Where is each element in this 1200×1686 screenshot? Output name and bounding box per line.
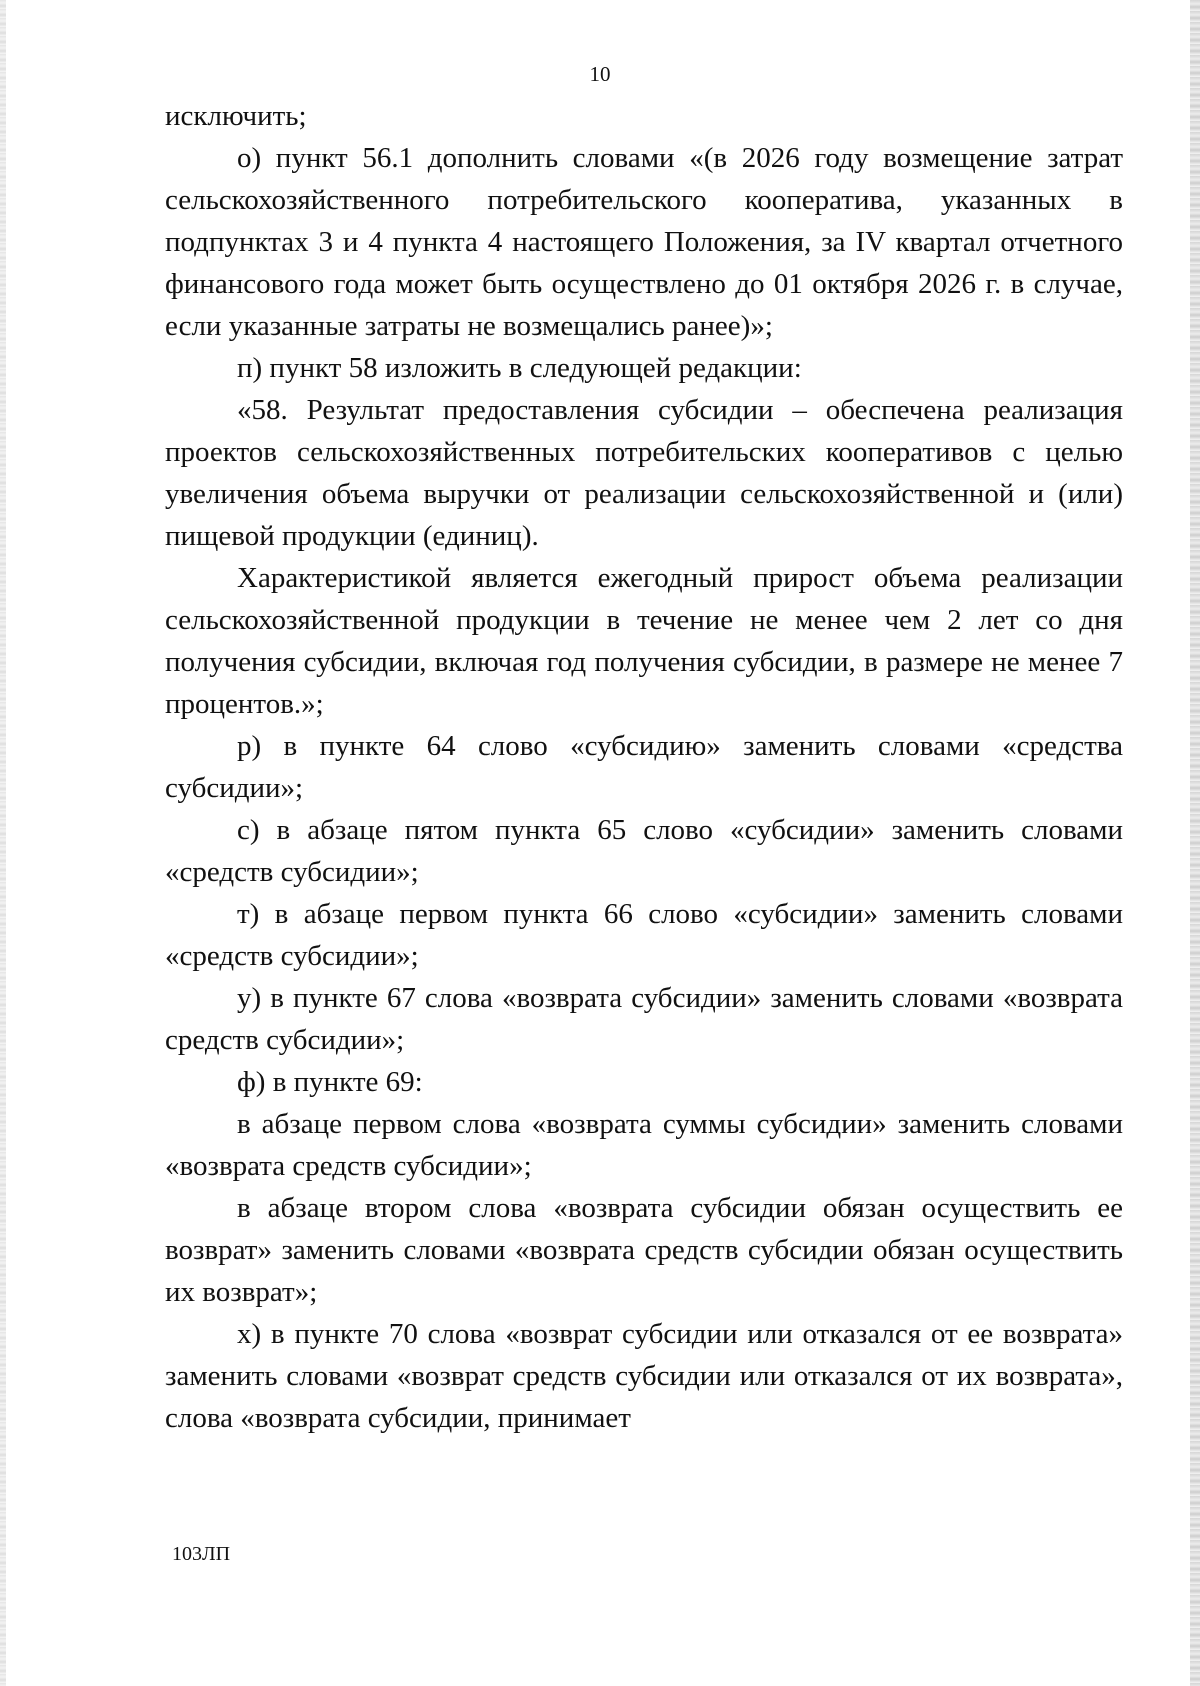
paragraph-item-p: п) пункт 58 изложить в следующей редакции: — [237, 352, 802, 384]
paragraph-item-t: т) в абзаце первом пункта 66 слово «субсидии» заменить словами «средств субсидии»; — [165, 898, 1123, 972]
paragraph-excluded: исключить; — [165, 100, 307, 132]
document-body — [165, 95, 1123, 1439]
scan-edge-right — [1190, 0, 1200, 1686]
paragraph-quote-58: «58. Результат предоставления субсидии – обеспечена реализация проектов сельскохозяйственных потребительских кооперативов с целью увеличения объема выручки от реализации сельскохозяйственной и (или) пищевой продукции (единиц). — [165, 394, 1123, 552]
paragraph-item-kh: х) в пункте 70 слова «возврат субсидии или отказался от ее возврата» заменить словами «возврат средств субсидии или отказался от их возврата», слова «возврата субсидии, принимает — [165, 1318, 1123, 1434]
paragraph-item-f-second: в абзаце втором слова «возврата субсидии обязан осуществить ее возврат» заменить словами «возврата средств субсидии обязан осуществить их возврат»; — [165, 1192, 1123, 1308]
paragraph-item-u: у) в пункте 67 слова «возврата субсидии» заменить словами «возврата средств субсидии»; — [165, 982, 1123, 1056]
footer-document-code: 103ЛП — [172, 1543, 231, 1565]
paragraph-item-f-first: в абзаце первом слова «возврата суммы субсидии» заменить словами «возврата средств субсидии»; — [165, 1108, 1123, 1182]
page-number: 10 — [589, 62, 611, 86]
paragraph-characteristic: Характеристикой является ежегодный прирост объема реализации сельскохозяйственной продукции в течение не менее чем 2 лет со дня получения субсидии, включая год получения субсидии, в размере не менее 7 процентов.»; — [165, 562, 1123, 720]
scan-edge-left — [0, 0, 6, 1686]
paragraph-item-o: о) пункт 56.1 дополнить словами «(в 2026 году возмещение затрат сельскохозяйственного потребительского кооператива, указанных в подпунктах 3 и 4 пункта 4 настоящего Положения, за IV квартал отчетного финансового года может быть осуществлено до 01 октября 2026 г. в случае, если указанные затраты не возмещались ранее)»; — [165, 142, 1123, 342]
paragraph-item-f: ф) в пункте 69: — [237, 1066, 423, 1098]
paragraph-item-s: с) в абзаце пятом пункта 65 слово «субсидии» заменить словами «средств субсидии»; — [165, 814, 1123, 888]
paragraph-item-r: р) в пункте 64 слово «субсидию» заменить словами «средства субсидии»; — [165, 730, 1123, 804]
